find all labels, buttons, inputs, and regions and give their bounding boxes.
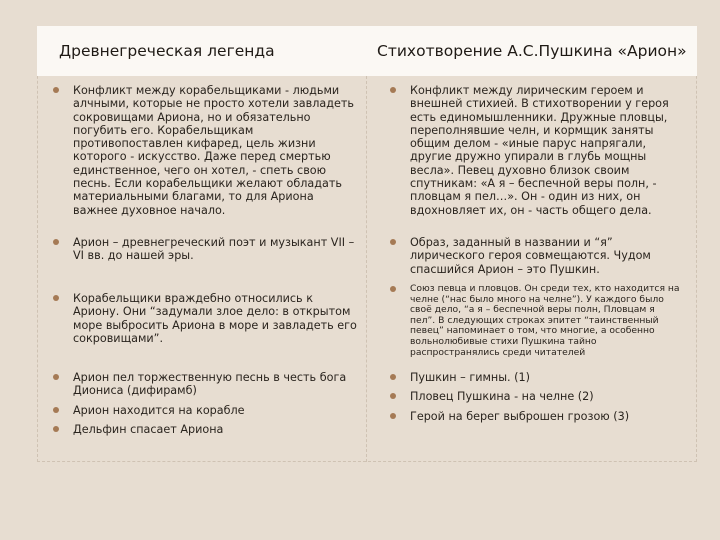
bullet-icon: [53, 295, 59, 301]
row2-left-cell: [53, 236, 359, 263]
bullet-icon: [53, 87, 59, 93]
row3-left-text: Корабельщики враждебно относились к Ариону. Они “задумали злое дело: в открытом море выбросить Ариона в море и завладеть его сокровищами”.: [73, 292, 357, 345]
list-item: [53, 84, 359, 217]
bullet-icon: [390, 374, 396, 380]
bullet-icon: [53, 239, 59, 245]
list-item: [390, 410, 680, 423]
row3-right-text: Союз певца и пловцов. Он среди тех, кто находится на челне (“нас было много на челне”). У каждого было своё дело, “а я – беспечной веры полн, Пловцам я пел”. В следующих строках эпитет “таинственный певец” напоминает о том, что многие, а особенно вольнолюбивые стихи Пушкина тайно распространялись среди читателей: [410, 283, 680, 358]
list-item: [390, 84, 680, 217]
row1-right-text: Конфликт между лирическим героем и внешней стихией. В стихотворении у героя есть единомышленники. Дружные пловцы, переполнявшие челн, и кормщик заняты общим делом - «иные парус напрягали, другие дружно упирали в глубь мощны весла». Певец духовно близок своим спутникам: «А я – беспечной веры полн, - пловцам я пел…». Он - один из них, он вдохновляет их, он - часть общего дела.: [410, 84, 669, 217]
list-item: [53, 404, 359, 417]
header-poem: Стихотворение А.С.Пушкина «Арион»: [377, 42, 687, 60]
list-item: [53, 371, 359, 398]
bullet-icon: [390, 286, 396, 292]
list-item: [390, 371, 680, 384]
row2-left-text: Арион – древнегреческий поэт и музыкант VII – VI вв. до нашей эры.: [73, 236, 355, 263]
list-item: [390, 390, 680, 403]
row4-right-text-1: Пушкин – гимны. (1): [410, 371, 531, 384]
row3-left-cell: [53, 292, 359, 345]
bullet-icon: [53, 407, 59, 413]
row3-right-cell: [390, 284, 682, 358]
row1-right-cell: [390, 84, 680, 217]
table-header: [37, 26, 697, 76]
row4-left-text-3: Дельфин спасает Ариона: [73, 422, 224, 436]
row4-right-cell: [390, 371, 680, 423]
list-item: [53, 236, 359, 263]
bullet-icon: [390, 239, 396, 245]
bullet-icon: [53, 374, 59, 380]
list-item: [390, 236, 680, 276]
row4-left-text-2: Арион находится на корабле: [73, 403, 245, 417]
row4-right-text-3: Герой на берег выброшен грозою (3): [410, 409, 630, 423]
list-item: [53, 292, 359, 345]
row4-right-text-2: Пловец Пушкина - на челне (2): [410, 390, 594, 404]
row1-left-cell: [53, 84, 359, 217]
bullet-icon: [53, 426, 59, 432]
bullet-icon: [390, 393, 396, 399]
row1-left-text: Конфликт между корабельщиками - людьми алчными, которые не просто хотели завладеть сокровищами Ариона, но и обязательно погубить его. Корабельщикам противопоставлен кифаред, цель жизни которого - искусство. Даже перед смертью единственное, чего он хотел, - спеть свою песнь. Если корабельщики желают обладать материальными благами, то для Ариона важнее духовное начало.: [73, 84, 354, 217]
list-item: [390, 284, 682, 358]
bullet-icon: [390, 87, 396, 93]
row4-left-cell: [53, 371, 359, 436]
column-divider: [366, 76, 367, 462]
row2-right-cell: [390, 236, 680, 276]
header-legend: Древнегреческая легенда: [59, 42, 275, 60]
bullet-icon: [390, 413, 396, 419]
list-item: [53, 423, 359, 436]
row4-left-text-1: Арион пел торжественную песнь в честь бога Диониса (дифирамб): [73, 371, 347, 398]
row2-right-text: Образ, заданный в названии и “я” лирического героя совмещаются. Чудом спасшийся Арион – это Пушкин.: [410, 236, 651, 276]
